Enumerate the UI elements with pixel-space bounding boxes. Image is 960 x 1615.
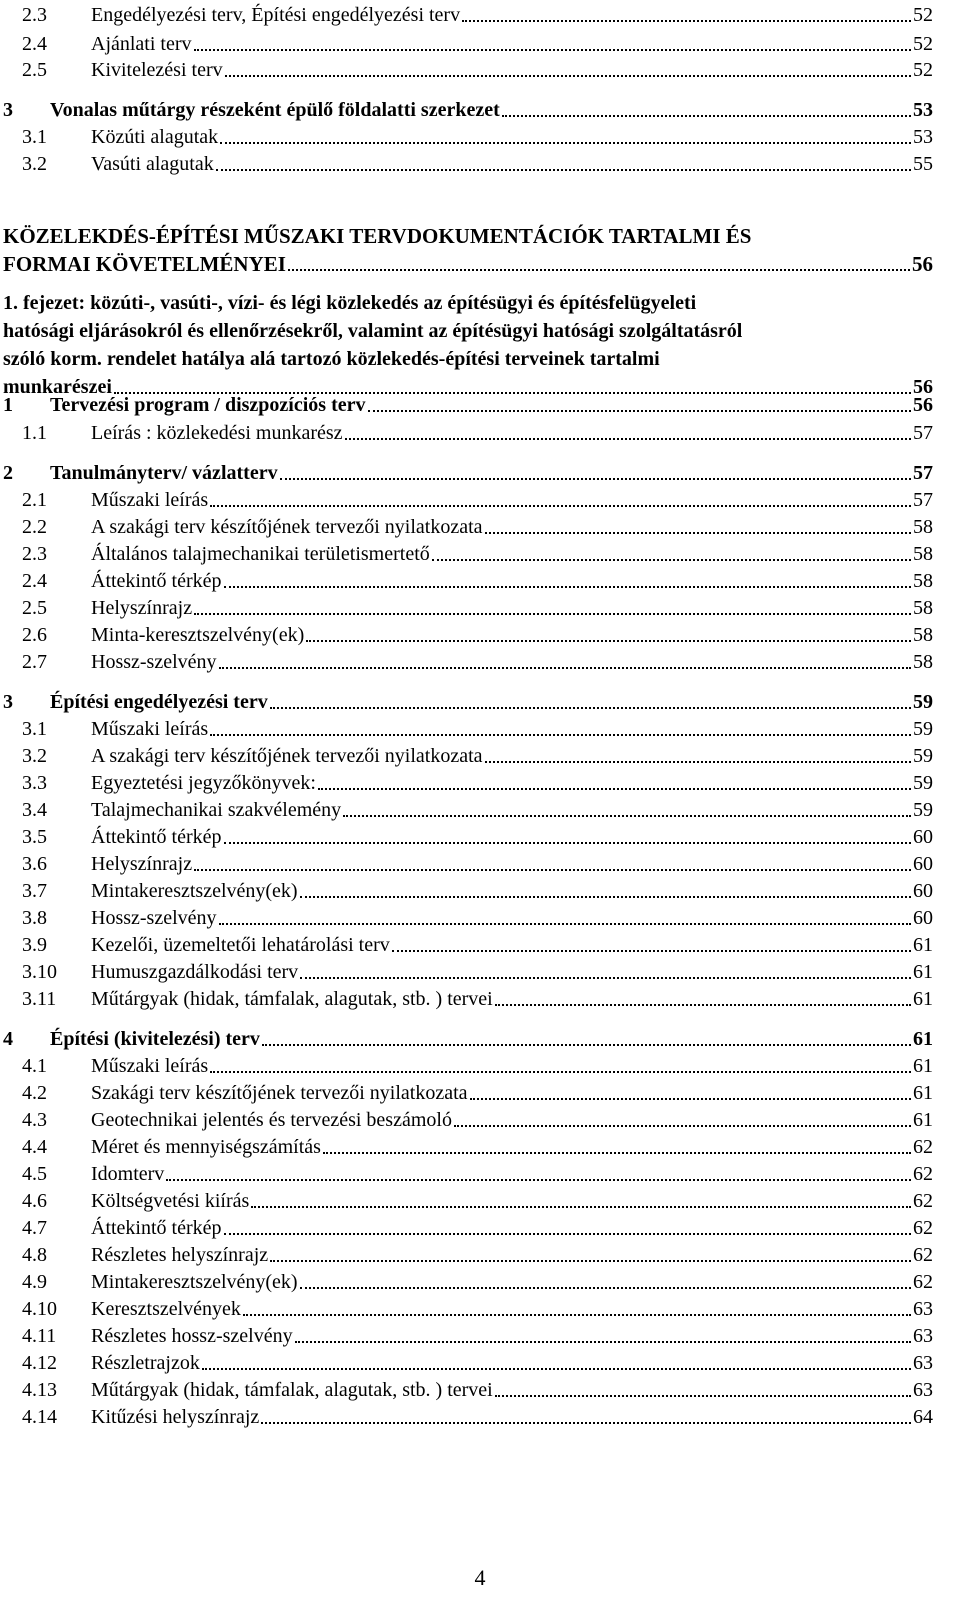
dot-leader: [495, 989, 911, 1009]
toc-entry-number: 3.9: [22, 934, 47, 956]
toc-entry-title: Méret és mennyiségszámítás: [91, 1136, 321, 1158]
toc-entry-page: 60: [913, 853, 933, 875]
toc-entry-number: 4.1: [22, 1055, 47, 1077]
dot-leader: [345, 423, 911, 443]
toc-entry-page: 57: [913, 489, 933, 511]
toc-entry-title: Közúti alagutak: [91, 126, 219, 148]
dot-leader: [166, 1164, 911, 1184]
toc-entry-number: 4.10: [22, 1298, 57, 1320]
toc-entry[interactable]: [22, 1242, 933, 1268]
toc-entry[interactable]: [22, 1350, 933, 1376]
toc-entry-title: Részletes hossz-szelvény: [91, 1325, 293, 1347]
chapter-line1: 1. fejezet: közúti-, vasúti-, vízi- és légi közlekedés az építésügyi és építésfelügyeleti: [3, 292, 697, 314]
toc-entry-title: Részletes helyszínrajz: [91, 1244, 269, 1266]
toc-entry-number: 2.5: [22, 597, 47, 619]
chapter-line4: munkarészei: [3, 376, 112, 398]
toc-entry-number: 3.1: [22, 126, 47, 148]
toc-entry-title: Részletrajzok: [91, 1352, 200, 1374]
toc-entry-title: A szakági terv készítőjének tervezői nyilatkozata: [91, 745, 483, 767]
toc-entry-number: 2.5: [22, 59, 47, 81]
dot-leader: [300, 1272, 911, 1292]
dot-leader: [220, 127, 911, 147]
toc-entry-title: Műszaki leírás: [91, 718, 209, 740]
toc-entry-page: 61: [913, 1055, 933, 1077]
toc-entry-number: 2.4: [22, 33, 47, 55]
dot-leader: [194, 34, 911, 54]
toc-entry-title: Engedélyezési terv, Építési engedélyezési terv: [91, 4, 461, 26]
toc-entry[interactable]: [22, 514, 933, 540]
toc-entry-title: Vonalas műtárgy részeként épülő földalatti szerkezet: [50, 99, 500, 121]
toc-entry-number: 3.8: [22, 907, 47, 929]
toc-entry-number: 3.2: [22, 745, 47, 767]
toc-entry[interactable]: [22, 541, 933, 567]
toc-entry-number: 2.3: [22, 543, 47, 565]
toc-entry-page: 52: [913, 33, 933, 55]
toc-entry-title: A szakági terv készítőjének tervezői nyilatkozata: [91, 516, 483, 538]
toc-entry-number: 4.11: [22, 1325, 57, 1347]
toc-entry-page: 62: [913, 1271, 933, 1293]
toc-entry-page: 63: [913, 1379, 933, 1401]
toc-entry-number: 4.2: [22, 1082, 47, 1104]
toc-entry-title: Áttekintő térkép: [91, 570, 222, 592]
toc-entry-number: 4.14: [22, 1406, 57, 1428]
toc-entry-title: Helyszínrajz: [91, 597, 193, 619]
dot-leader: [262, 1029, 911, 1049]
toc-entry-page: 59: [913, 718, 933, 740]
toc-entry[interactable]: [22, 622, 933, 648]
dot-leader: [251, 1191, 911, 1211]
dot-leader: [485, 746, 911, 766]
dot-leader: [219, 652, 911, 672]
toc-entry-number: 2.2: [22, 516, 47, 538]
dot-leader: [462, 5, 911, 25]
toc-entry-title: Műtárgyak (hidak, támfalak, alagutak, stb. ) tervei: [91, 988, 493, 1010]
dot-leader: [202, 1353, 911, 1373]
toc-entry-page: 60: [913, 826, 933, 848]
toc-entry[interactable]: [22, 905, 933, 931]
toc-entry[interactable]: [22, 932, 933, 958]
toc-entry-title: Hossz-szelvény: [91, 651, 217, 673]
toc-entry[interactable]: [22, 595, 933, 621]
toc-entry-number: 3.5: [22, 826, 47, 848]
toc-entry-page: 52: [913, 59, 933, 81]
toc-entry-page: 61: [913, 1028, 933, 1050]
dot-leader: [225, 60, 911, 80]
toc-entry[interactable]: [22, 57, 933, 83]
section-heading-line1: KÖZELEKDÉS-ÉPÍTÉSI MŰSZAKI TERVDOKUMENTÁCIÓK TARTALMI ÉS: [3, 224, 752, 248]
toc-entry-number: 3: [3, 99, 13, 121]
toc-entry-page: 61: [913, 934, 933, 956]
toc-entry[interactable]: [3, 97, 933, 123]
toc-entry-page: 63: [913, 1298, 933, 1320]
toc-entry-page: 58: [913, 543, 933, 565]
toc-entry[interactable]: [22, 959, 933, 985]
dot-leader: [306, 625, 911, 645]
toc-entry[interactable]: [22, 2, 933, 28]
toc-entry-title: Geotechnikai jelentés és tervezési beszámoló: [91, 1109, 452, 1131]
toc-entry-number: 3.11: [22, 988, 57, 1010]
dot-leader: [454, 1110, 911, 1130]
toc-entry-page: 62: [913, 1190, 933, 1212]
toc-entry-title: Áttekintő térkép: [91, 826, 222, 848]
dot-leader: [368, 395, 912, 415]
dot-leader: [295, 1326, 911, 1346]
toc-entry-page: 59: [913, 772, 933, 794]
toc-entry-number: 4.3: [22, 1109, 47, 1131]
dot-leader: [318, 773, 911, 793]
toc-entry-number: 3.6: [22, 853, 47, 875]
toc-entry-title: Építési engedélyezési terv: [50, 691, 268, 713]
section-heading-last-line: [3, 250, 933, 278]
dot-leader: [343, 800, 911, 820]
toc-entry-page: 57: [913, 462, 933, 484]
toc-entry[interactable]: [3, 460, 933, 486]
toc-entry[interactable]: [22, 1134, 933, 1160]
toc-entry-page: 61: [913, 988, 933, 1010]
toc-entry[interactable]: [22, 797, 933, 823]
toc-entry-page: 58: [913, 516, 933, 538]
toc-entry-page: 57: [913, 422, 933, 444]
toc-entry-title: Minta-keresztszelvény(ek): [91, 624, 305, 646]
toc-entry-title: Humuszgazdálkodási terv: [91, 961, 299, 983]
dot-leader: [210, 1056, 911, 1076]
toc-entry-page: 58: [913, 624, 933, 646]
toc-entry-title: Leírás : közlekedési munkarész: [91, 422, 343, 444]
toc-entry-page: 61: [913, 961, 933, 983]
toc-entry-title: Vasúti alagutak: [91, 153, 214, 175]
dot-leader: [485, 517, 911, 537]
toc-entry-title: Költségvetési kiírás: [91, 1190, 250, 1212]
toc-entry[interactable]: [22, 824, 933, 850]
toc-entry-title: Mintakeresztszelvény(ek): [91, 1271, 298, 1293]
toc-entry-title: Kitűzési helyszínrajz: [91, 1406, 260, 1428]
toc-entry-title: Talajmechanikai szakvélemény: [91, 799, 342, 821]
toc-entry-number: 3.1: [22, 718, 47, 740]
toc-entry-number: 4.8: [22, 1244, 47, 1266]
toc-entry-title: Hossz-szelvény: [91, 907, 217, 929]
toc-entry-number: 3.3: [22, 772, 47, 794]
dot-leader: [224, 571, 911, 591]
dot-leader: [495, 1380, 911, 1400]
toc-entry-page: 62: [913, 1217, 933, 1239]
toc-entry-page: 58: [913, 651, 933, 673]
toc-entry[interactable]: [22, 1296, 933, 1322]
toc-entry[interactable]: [22, 124, 933, 150]
toc-entry-title: Mintakeresztszelvény(ek): [91, 880, 298, 902]
toc-entry-page: 60: [913, 907, 933, 929]
toc-entry-number: 2.4: [22, 570, 47, 592]
toc-entry-title: Kivitelezési terv: [91, 59, 223, 81]
toc-entry[interactable]: [22, 1215, 933, 1241]
toc-entry-number: 3.7: [22, 880, 47, 902]
toc-entry-title: Egyeztetési jegyzőkönyvek:: [91, 772, 316, 794]
toc-entry-page: 63: [913, 1352, 933, 1374]
toc-entry[interactable]: [22, 851, 933, 877]
toc-entry[interactable]: [22, 1107, 933, 1133]
section-heading-page: 56: [912, 252, 933, 276]
toc-entry-number: 2: [3, 462, 13, 484]
toc-entry[interactable]: [22, 1161, 933, 1187]
dot-leader: [210, 490, 911, 510]
toc-entry-title: Ajánlati terv: [91, 33, 192, 55]
toc-entry-title: Műtárgyak (hidak, támfalak, alagutak, stb. ) tervei: [91, 1379, 493, 1401]
toc-entry-page: 60: [913, 880, 933, 902]
toc-entry-title: Tervezési program / diszpozíciós terv: [50, 394, 366, 416]
toc-entry[interactable]: [3, 1026, 933, 1052]
toc-entry-title: Műszaki leírás: [91, 489, 209, 511]
toc-entry-number: 1: [3, 394, 13, 416]
toc-entry[interactable]: [22, 878, 933, 904]
dot-leader: [502, 100, 911, 120]
dot-leader: [470, 1083, 911, 1103]
section-heading[interactable]: [3, 222, 933, 278]
toc-entry-title: Kezelői, üzemeltetői lehatárolási terv: [91, 934, 390, 956]
toc-entry-title: Áttekintő térkép: [91, 1217, 222, 1239]
dot-leader: [224, 1218, 911, 1238]
toc-entry-title: Tanulmányterv/ vázlatterv: [50, 462, 278, 484]
toc-entry-title: Helyszínrajz: [91, 853, 193, 875]
dot-leader: [194, 598, 911, 618]
toc-entry[interactable]: [22, 487, 933, 513]
toc-entry-number: 4.13: [22, 1379, 57, 1401]
toc-entry-page: 64: [913, 1406, 933, 1428]
dot-leader: [270, 1245, 911, 1265]
toc-entry-page: 59: [913, 745, 933, 767]
chapter-page: 56: [913, 376, 933, 398]
toc-entry[interactable]: [22, 1323, 933, 1349]
toc-entry-number: 4.7: [22, 1217, 47, 1239]
toc-entry-page: 62: [913, 1244, 933, 1266]
toc-entry-number: 2.1: [22, 489, 47, 511]
dot-leader: [270, 692, 911, 712]
toc-entry-number: 3: [3, 691, 13, 713]
toc-entry-number: 3.4: [22, 799, 47, 821]
toc-entry-number: 2.7: [22, 651, 47, 673]
toc-entry-number: 1.1: [22, 422, 47, 444]
toc-entry[interactable]: [22, 568, 933, 594]
toc-entry[interactable]: [3, 689, 933, 715]
toc-entry-title: Szakági terv készítőjének tervezői nyilatkozata: [91, 1082, 468, 1104]
chapter-entry[interactable]: [3, 289, 933, 401]
toc-entry[interactable]: [22, 1404, 933, 1430]
toc-entry[interactable]: [22, 1188, 933, 1214]
toc-entry[interactable]: [22, 716, 933, 742]
toc-entry-page: 59: [913, 799, 933, 821]
toc-entry-page: 62: [913, 1163, 933, 1185]
toc-entry[interactable]: [22, 420, 933, 446]
dot-leader: [261, 1407, 911, 1427]
toc-entry[interactable]: [22, 1377, 933, 1403]
dot-leader: [243, 1299, 911, 1319]
toc-entry-page: 61: [913, 1109, 933, 1131]
chapter-line2: hatósági eljárásokról és ellenőrzésekről, valamint az építésügyi hatósági szolgáltatásról: [3, 320, 743, 342]
toc-entry-title: Keresztszelvények: [91, 1298, 241, 1320]
toc-entry-page: 58: [913, 597, 933, 619]
toc-entry-page: 63: [913, 1325, 933, 1347]
dot-leader: [216, 154, 911, 174]
dot-leader: [300, 962, 911, 982]
toc-entry-number: 4.4: [22, 1136, 47, 1158]
toc-entry-number: 2.6: [22, 624, 47, 646]
toc-entry[interactable]: [22, 986, 933, 1012]
page-number: 4: [474, 1565, 486, 1590]
chapter-line3: szóló korm. rendelet hatálya alá tartozó közlekedés-építési terveinek tartalmi: [3, 348, 660, 370]
toc-entry[interactable]: [22, 1080, 933, 1106]
toc-entry-number: 4.5: [22, 1163, 47, 1185]
toc-entry-page: 55: [913, 153, 933, 175]
toc-entry-number: 3.10: [22, 961, 57, 983]
toc-entry-number: 4.12: [22, 1352, 57, 1374]
toc-entry-title: Műszaki leírás: [91, 1055, 209, 1077]
dot-leader: [300, 881, 911, 901]
dot-leader: [210, 719, 911, 739]
toc-entry-page: 61: [913, 1082, 933, 1104]
toc-entry[interactable]: [22, 649, 933, 675]
toc-entry[interactable]: [22, 1053, 933, 1079]
toc-entry-number: 4: [3, 1028, 13, 1050]
toc-entry[interactable]: [22, 151, 933, 177]
toc-entry-page: 58: [913, 570, 933, 592]
toc-entry-page: 59: [913, 691, 933, 713]
dot-leader: [323, 1137, 911, 1157]
toc-entry-number: 4.9: [22, 1271, 47, 1293]
toc-entry[interactable]: [22, 770, 933, 796]
toc-entry-page: 62: [913, 1136, 933, 1158]
toc-entry[interactable]: [22, 31, 933, 57]
toc-entry-page: 53: [913, 126, 933, 148]
toc-entry-title: Idomterv: [91, 1163, 165, 1185]
toc-entry[interactable]: [22, 1269, 933, 1295]
toc-entry-number: 3.2: [22, 153, 47, 175]
dot-leader: [224, 827, 911, 847]
toc-entry-number: 2.3: [22, 4, 47, 26]
toc-entry[interactable]: [22, 743, 933, 769]
toc-entry-title: Építési (kivitelezési) terv: [50, 1028, 260, 1050]
toc-entry-page: 53: [913, 99, 933, 121]
toc-entry-title: Általános talajmechanikai területismertető: [91, 543, 430, 565]
toc-entry-page: 52: [913, 4, 933, 26]
section-heading-line2: FORMAI KÖVETELMÉNYEI: [3, 252, 286, 276]
dot-leader: [219, 908, 911, 928]
dot-leader: [432, 544, 911, 564]
dot-leader: [288, 254, 910, 274]
toc-entry-page: 56: [913, 394, 933, 416]
dot-leader: [280, 463, 911, 483]
toc-entry[interactable]: [3, 392, 933, 418]
toc-entry-number: 4.6: [22, 1190, 47, 1212]
dot-leader: [392, 935, 911, 955]
dot-leader: [194, 854, 911, 874]
